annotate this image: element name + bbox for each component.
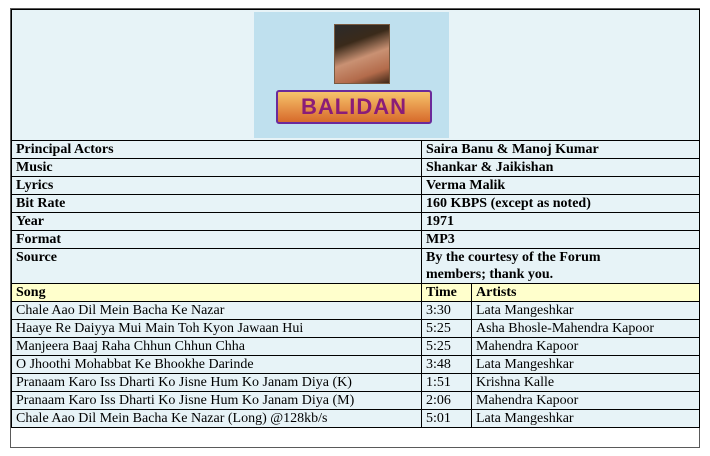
album-table-frame xyxy=(10,8,700,448)
song-artists: Mahendra Kapoor xyxy=(472,338,700,356)
table-row[interactable] xyxy=(12,410,700,428)
info-row-format xyxy=(12,231,700,249)
info-row-lyrics xyxy=(12,177,700,195)
song-title[interactable]: Haaye Re Daiyya Mui Main Toh Kyon Jawaan Hui xyxy=(12,320,422,338)
song-time: 3:48 xyxy=(422,356,472,374)
table-row[interactable] xyxy=(12,320,700,338)
table-row[interactable] xyxy=(12,356,700,374)
song-artists: Lata Mangeshkar xyxy=(472,410,700,428)
actress-portrait xyxy=(334,24,390,84)
info-row-actors xyxy=(12,141,700,159)
info-row-music xyxy=(12,159,700,177)
info-value: Verma Malik xyxy=(422,177,700,195)
info-value: By the courtesy of the Forum members; thank you. xyxy=(422,249,700,284)
song-time: 2:06 xyxy=(422,392,472,410)
header-time: Time xyxy=(422,284,472,302)
info-value: 1971 xyxy=(422,213,700,231)
info-value: Saira Banu & Manoj Kumar xyxy=(422,141,700,159)
table-row[interactable] xyxy=(12,392,700,410)
poster-title-logo: BALIDAN xyxy=(276,90,432,124)
info-value: MP3 xyxy=(422,231,700,249)
song-time: 1:51 xyxy=(422,374,472,392)
songs-header xyxy=(12,284,700,302)
info-row-bitrate xyxy=(12,195,700,213)
info-row-year xyxy=(12,213,700,231)
info-label: Bit Rate xyxy=(12,195,422,213)
info-value: 160 KBPS (except as noted) xyxy=(422,195,700,213)
song-time: 5:25 xyxy=(422,320,472,338)
song-title[interactable]: Pranaam Karo Iss Dharti Ko Jisne Hum Ko Janam Diya (K) xyxy=(12,374,422,392)
song-list xyxy=(12,302,700,428)
song-title[interactable]: Chale Aao Dil Mein Bacha Ke Nazar xyxy=(12,302,422,320)
song-time: 5:25 xyxy=(422,338,472,356)
header-song: Song xyxy=(12,284,422,302)
song-title[interactable]: O Jhoothi Mohabbat Ke Bhookhe Darinde xyxy=(12,356,422,374)
song-artists: Krishna Kalle xyxy=(472,374,700,392)
table-row[interactable] xyxy=(12,374,700,392)
header-artists: Artists xyxy=(472,284,700,302)
song-artists: Asha Bhosle-Mahendra Kapoor xyxy=(472,320,700,338)
song-artists: Lata Mangeshkar xyxy=(472,302,700,320)
banner-cell xyxy=(12,10,700,141)
table-row[interactable] xyxy=(12,302,700,320)
song-title[interactable]: Chale Aao Dil Mein Bacha Ke Nazar (Long) @128kb/s xyxy=(12,410,422,428)
song-title[interactable]: Pranaam Karo Iss Dharti Ko Jisne Hum Ko Janam Diya (M) xyxy=(12,392,422,410)
info-label: Source xyxy=(12,249,422,284)
info-label: Music xyxy=(12,159,422,177)
song-artists: Mahendra Kapoor xyxy=(472,392,700,410)
info-label: Year xyxy=(12,213,422,231)
album-info xyxy=(12,141,700,284)
album-table xyxy=(11,9,700,428)
album-poster-image xyxy=(254,12,449,138)
song-title[interactable]: Manjeera Baaj Raha Chhun Chhun Chha xyxy=(12,338,422,356)
info-value: Shankar & Jaikishan xyxy=(422,159,700,177)
song-time: 5:01 xyxy=(422,410,472,428)
info-label: Format xyxy=(12,231,422,249)
info-label: Principal Actors xyxy=(12,141,422,159)
info-row-source xyxy=(12,249,700,284)
info-label: Lyrics xyxy=(12,177,422,195)
song-artists: Lata Mangeshkar xyxy=(472,356,700,374)
song-time: 3:30 xyxy=(422,302,472,320)
table-row[interactable] xyxy=(12,338,700,356)
